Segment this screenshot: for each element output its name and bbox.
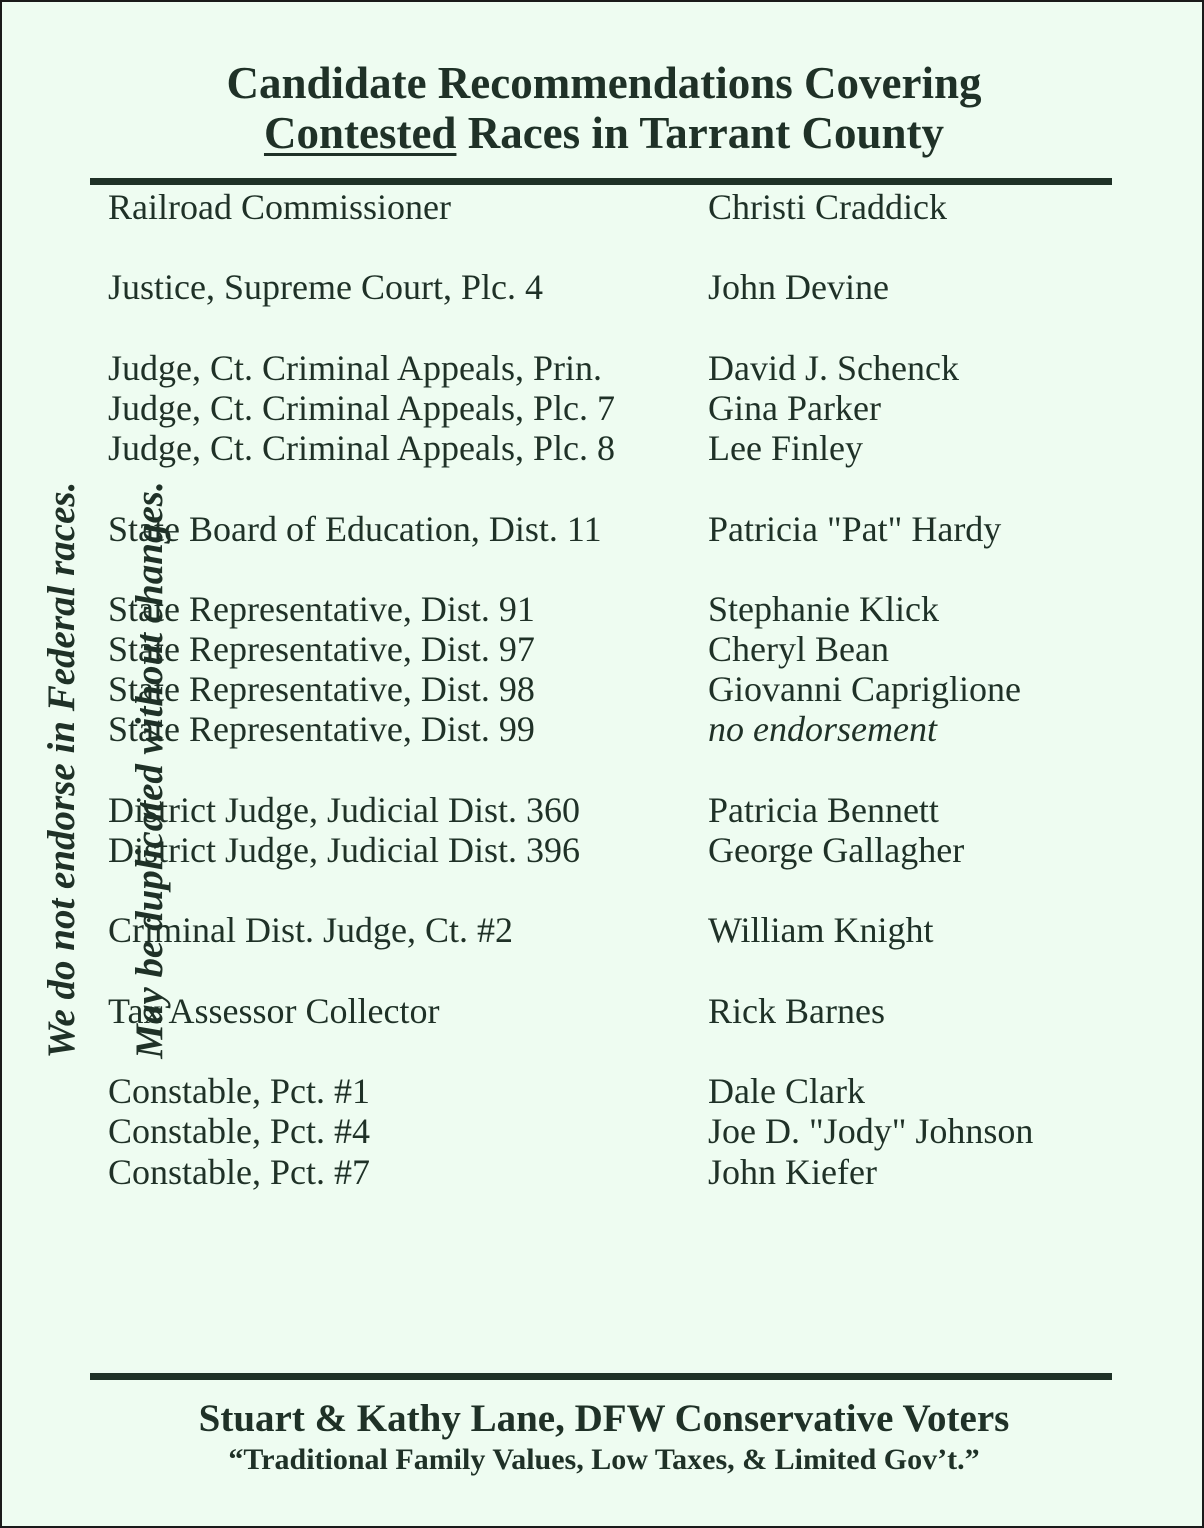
- race-candidate: Patricia "Pat" Hardy: [708, 508, 1002, 549]
- race-office: State Representative, Dist. 97: [108, 629, 535, 670]
- title-line-1: Candidate Recommendations Covering: [226, 58, 982, 108]
- race-office: Criminal Dist. Judge, Ct. #2: [108, 910, 513, 951]
- race-row: [108, 428, 1098, 468]
- race-office: Judge, Ct. Criminal Appeals, Plc. 7: [108, 387, 615, 428]
- race-office: Justice, Supreme Court, Plc. 4: [108, 267, 543, 308]
- race-office: District Judge, Judicial Dist. 360: [108, 789, 580, 830]
- race-row: [108, 589, 1098, 629]
- race-office: State Representative, Dist. 98: [108, 669, 535, 710]
- race-candidate: George Gallagher: [708, 830, 965, 870]
- race-candidate: Christi Craddick: [708, 187, 947, 227]
- race-candidate: Gina Parker: [708, 387, 881, 428]
- group-spacer: [108, 951, 1098, 991]
- race-candidate: Rick Barnes: [708, 990, 885, 1031]
- group-spacer: [108, 549, 1098, 589]
- race-candidate: Giovanni Capriglione: [708, 669, 1021, 710]
- footer-tagline: “Traditional Family Values, Low Taxes, & Limited Gov’t.”: [228, 1443, 980, 1476]
- race-office: Constable, Pct. #4: [108, 1111, 370, 1152]
- race-row: [108, 991, 1098, 1031]
- race-candidate: Joe D. "Jody" Johnson: [708, 1111, 1034, 1152]
- race-office: Judge, Ct. Criminal Appeals, Prin.: [108, 347, 602, 388]
- race-candidate: William Knight: [708, 910, 934, 951]
- race-row: [108, 187, 1098, 227]
- race-candidate: David J. Schenck: [708, 347, 959, 388]
- group-spacer: [108, 227, 1098, 267]
- race-office: Constable, Pct. #7: [108, 1151, 370, 1192]
- race-row: [108, 709, 1098, 749]
- title-underlined-word: Contested: [263, 108, 457, 158]
- race-candidate: Stephanie Klick: [708, 588, 939, 629]
- race-candidate: John Kiefer: [708, 1151, 877, 1192]
- group-spacer: [108, 1031, 1098, 1071]
- race-row: [108, 629, 1098, 669]
- race-candidate: no endorsement: [708, 709, 937, 750]
- races-list: [108, 187, 1098, 1192]
- race-row: [108, 509, 1098, 549]
- top-divider: [90, 178, 1112, 185]
- race-office: Judge, Ct. Criminal Appeals, Plc. 8: [108, 428, 615, 469]
- race-row: [108, 790, 1098, 830]
- race-office: State Representative, Dist. 91: [108, 588, 535, 629]
- race-office: State Board of Education, Dist. 11: [108, 508, 602, 549]
- race-row: [108, 1111, 1098, 1151]
- race-candidate: Patricia Bennett: [708, 789, 939, 830]
- race-office: Railroad Commissioner: [108, 187, 451, 227]
- race-candidate: Cheryl Bean: [708, 629, 889, 670]
- race-candidate: Dale Clark: [708, 1071, 865, 1112]
- race-candidate: Lee Finley: [708, 428, 863, 469]
- race-office: State Representative, Dist. 99: [108, 709, 535, 750]
- footer-sponsor: Stuart & Kathy Lane, DFW Conservative Voters: [198, 1397, 1010, 1440]
- race-row: [108, 267, 1098, 307]
- bottom-divider: [90, 1373, 1112, 1380]
- race-row: [108, 348, 1098, 388]
- title-line-2: [2, 108, 1204, 158]
- group-spacer: [108, 468, 1098, 508]
- group-spacer: [108, 308, 1098, 348]
- race-row: [108, 388, 1098, 428]
- race-row: [108, 1071, 1098, 1111]
- page-title: [2, 58, 1204, 158]
- group-spacer: [108, 750, 1098, 790]
- race-office: Constable, Pct. #1: [108, 1071, 370, 1112]
- race-row: [108, 830, 1098, 870]
- race-candidate: John Devine: [708, 267, 889, 308]
- race-row: [108, 1152, 1098, 1192]
- race-office: District Judge, Judicial Dist. 396: [108, 830, 580, 870]
- race-row: [108, 910, 1098, 950]
- group-spacer: [108, 870, 1098, 910]
- left-side-note: We do not endorse in Federal races.: [40, 481, 83, 1059]
- title-line-2-rest: Races in Tarrant County: [456, 108, 945, 158]
- race-row: [108, 669, 1098, 709]
- race-office: Tax Assessor Collector: [108, 990, 440, 1031]
- right-side-note: May be duplicated without changes.: [128, 481, 171, 1059]
